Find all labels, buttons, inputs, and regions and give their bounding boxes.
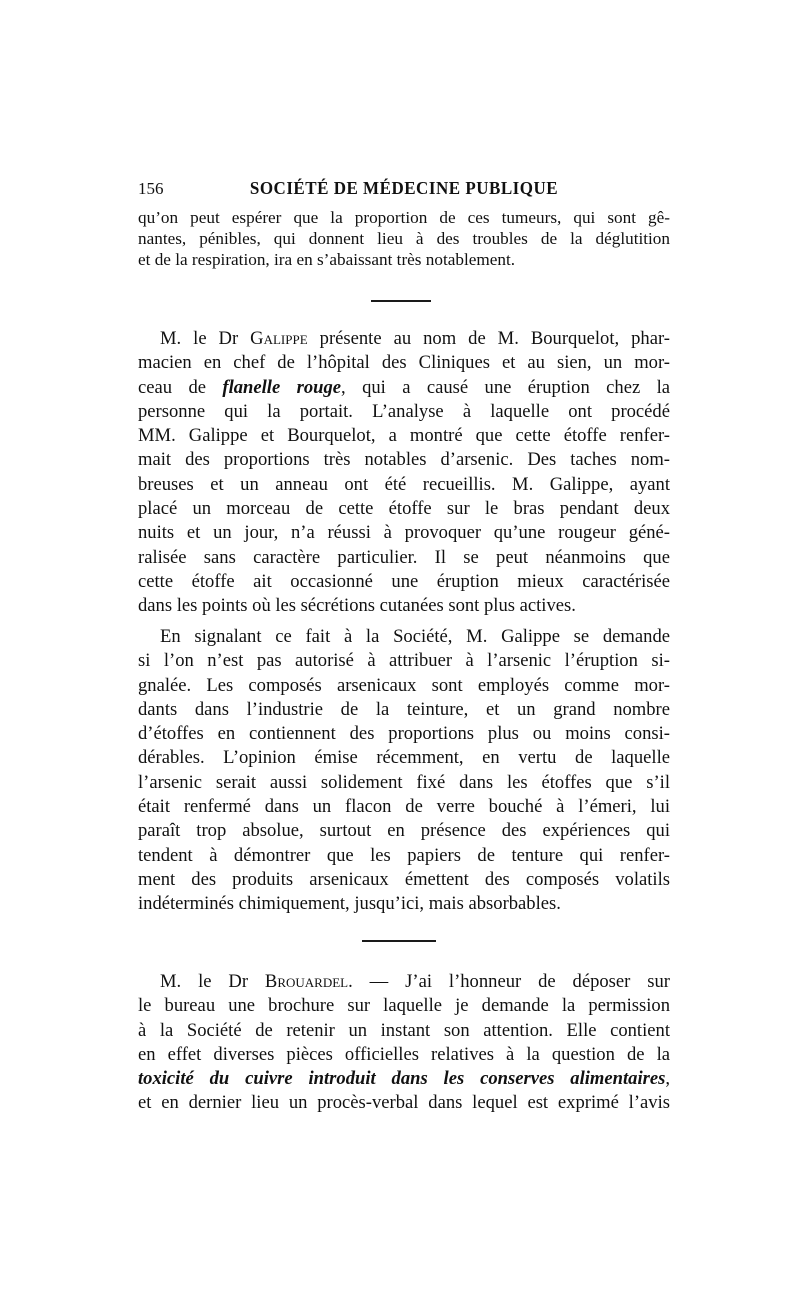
text-line — [138, 327, 670, 351]
text-line: et en dernier lieu un procès-verbal dans lequel est exprimé l’avis — [138, 1092, 670, 1114]
text-line: gnalée. Les composés arsenicaux sont employés comme mor- — [138, 674, 670, 696]
text-line: nuits et un jour, n’a réussi à provoquer qu’une rougeur géné- — [138, 522, 670, 544]
text-line: mait des proportions très notables d’arsenic. Des taches nom- — [138, 449, 670, 471]
text-line — [138, 970, 670, 994]
text-line: ralisée sans caractère particulier. Il se peut néanmoins que — [138, 546, 670, 568]
text-line: d’étoffes en contiennent des proportions plus ou moins consi- — [138, 723, 670, 745]
text-line — [138, 376, 670, 400]
text-span: . — J’ai l’honneur de déposer sur — [348, 971, 670, 992]
running-title: SOCIÉTÉ DE MÉDECINE PUBLIQUE — [249, 178, 559, 199]
text-line: à la Société de retenir un instant son attention. Elle contient — [138, 1019, 670, 1041]
text-line: macien en chef de l’hôpital des Cliniques et au sien, un mor- — [138, 352, 670, 374]
text-span: , — [665, 1068, 670, 1090]
text-line: et de la respiration, ira en s’abaissant très notablement. — [138, 249, 516, 269]
text-line: tendent à démontrer que les papiers de tenture qui renfer- — [138, 844, 670, 866]
text-line: En signalant ce fait à la Société, M. Galippe se demande — [160, 626, 670, 647]
text-line: personne qui la portait. L’analyse à laquelle ont procédé — [138, 400, 670, 422]
section-divider — [371, 300, 431, 302]
paragraph-signalant — [138, 625, 670, 917]
text-line: placé un morceau de cette étoffe sur le bras pendant deux — [138, 498, 670, 520]
italic-span: toxicité du cuivre introduit dans les conserves alimentaires — [138, 1068, 666, 1090]
speaker-prefix: M. le Dr — [160, 328, 251, 349]
speaker-name: Brouardel — [264, 971, 349, 992]
text-line: était renfermé dans un flacon de verre bouché à l’émeri, lui — [138, 796, 670, 818]
text-line: le bureau une brochure sur laquelle je demande la permission — [138, 995, 670, 1017]
text-span: , qui a causé une éruption chez la — [341, 376, 671, 398]
text-line: dérables. L’opinion émise récemment, en vertu de laquelle — [138, 747, 670, 769]
paragraph-continuation — [138, 208, 670, 270]
text-line — [138, 1067, 670, 1091]
text-line: si l’on n’est pas autorisé à attribuer à l’arsenic l’éruption si- — [138, 650, 670, 672]
paragraph-galippe — [138, 327, 670, 619]
speaker-prefix: M. le Dr — [160, 971, 265, 992]
text-line: ment des produits arsenicaux émettent des composés volatils — [138, 868, 670, 890]
text-line: MM. Galippe et Bourquelot, a montré que cette étoffe renfer- — [138, 425, 670, 447]
text-line: indéterminés chimiquement, jusqu’ici, mais absorbables. — [138, 893, 561, 915]
speaker-name: Galippe — [250, 328, 308, 349]
paragraph-brouardel — [138, 970, 670, 1116]
text-line: en effet diverses pièces officielles relatives à la question de la — [138, 1043, 670, 1065]
text-span: ceau de — [138, 376, 223, 398]
page-header — [138, 178, 670, 200]
text-span: présente au nom de M. Bourquelot, phar- — [307, 328, 670, 349]
page-number: 156 — [138, 179, 164, 198]
text-line: cette étoffe ait occasionné une éruption mieux caractérisée — [138, 570, 670, 592]
text-line: l’arsenic serait aussi solidement fixé dans les étoffes que s’il — [138, 771, 670, 793]
text-line: breuses et un anneau ont été recueillis. M. Galippe, ayant — [138, 473, 670, 495]
text-line: dans les points où les sécrétions cutanées sont plus actives. — [138, 595, 576, 617]
section-divider — [362, 940, 436, 942]
text-line: nantes, pénibles, qui donnent lieu à des troubles de la déglutition — [138, 228, 670, 248]
italic-span: flanelle rouge — [222, 376, 342, 398]
text-line: dants dans l’industrie de la teinture, et un grand nombre — [138, 698, 670, 720]
text-line: paraît trop absolue, surtout en présence des expériences qui — [138, 820, 670, 842]
text-line: qu’on peut espérer que la proportion de ces tumeurs, qui sont gê- — [138, 208, 670, 227]
